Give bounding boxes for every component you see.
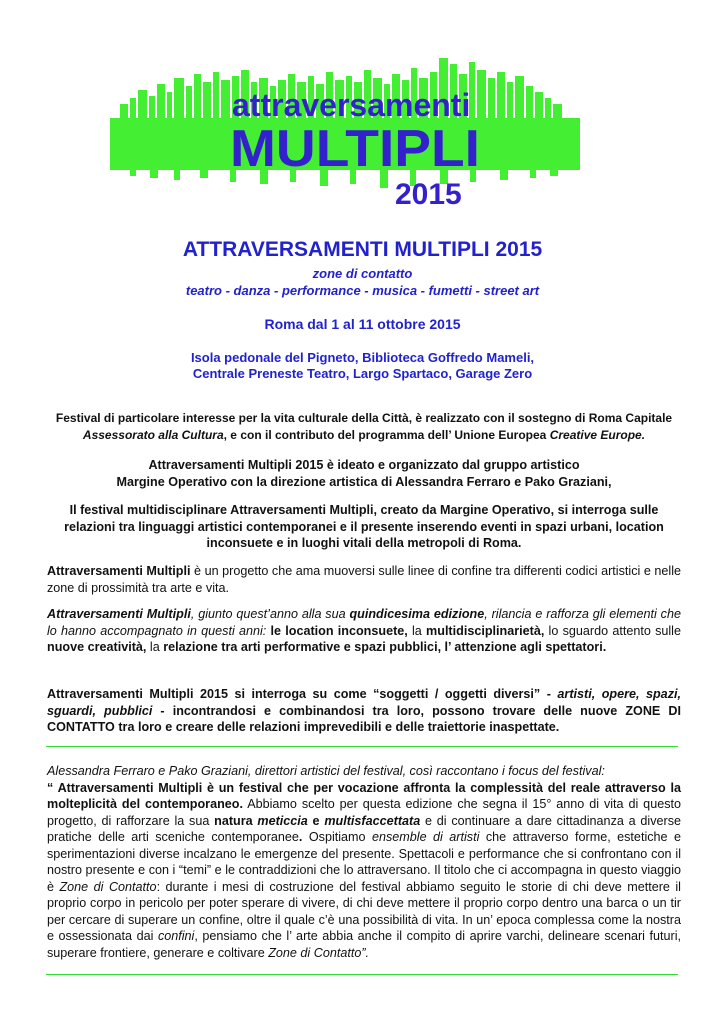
funding-paragraph: Festival di particolare interesse per la vita culturale della Città, è realizzato con il sostegno di Roma Capitale Assessorato alla Cultura, e con il contributo del programma dell’ Unione Europea Creative Europe.	[55, 411, 673, 442]
page-title: ATTRAVERSAMENTI MULTIPLI 2015	[182, 238, 543, 261]
divider-bottom	[46, 974, 678, 975]
festival-dates: Roma dal 1 al 11 ottobre 2015	[264, 316, 461, 332]
venues-line-2: Centrale Preneste Teatro, Largo Spartaco, Garage Zero	[192, 366, 533, 381]
project-paragraph: Attraversamenti Multipli è un progetto che ama muoversi sulle linee di confine tra differenti codici artistici e nelle zone di prossimità tra arte e vita.	[47, 564, 681, 595]
theme-paragraph: Attraversamenti Multipli 2015 si interroga su come “soggetti / oggetti diversi” - artisti, opere, spazi, sguardi, pubblici - incontrandosi e combinandosi tra loro, possono trovare delle nuove ZONE DI CONTATTO tra loro e creare delle relazioni imprevedibili e delle traiettorie inaspettate.	[47, 687, 681, 734]
logo-year: 2015	[395, 178, 462, 211]
logo-word-multipli: MULTIPLI	[230, 120, 480, 178]
subtitle: zone di contatto	[312, 266, 413, 281]
festival-logo	[110, 52, 580, 212]
logo-word-attraversamenti: attraversamenti	[232, 87, 471, 123]
disciplines: teatro - danza - performance - musica - fumetti - street art	[185, 283, 540, 298]
directors-quote: Alessandra Ferraro e Pako Graziani, direttori artistici del festival, così raccontano i focus del festival: “ Attraversamenti Multipli è un festival che per vocazione affronta la complessità del reale attraverso la molteplicità del contemporaneo. Abbiamo scelto per questa edizione che segna il 15° anno di vita di questo progetto, di rafforzare la sua natura meticcia e multisfaccettata e di continuare a dare cittadinanza a diverse pratiche delle arti sceniche contemporanee. Ospitiamo ensemble di artisti che attraverso forme, estetiche e sperimentazioni diverse incalzano le emergenze del presente. Spettacoli e performance che si confrontano con il nostro presente e con i “temi” e le contraddizioni che lo attraversano. Il titolo che ci accompagna in questo viaggio è Zone di Contatto: durante i mesi di costruzione del festival abbiamo seguito le storie di chi deve mettere il proprio corpo in pericolo per poter sperare di vivere, di chi deve mettere il proprio corpo dentro una barca o un tir per cercare di superare un confine, oltre il quale c’è una possibilità di vita. In un’ epoca complessa come la nostra e ossessionata dai confini, pensiamo che l’ arte abbia anche il compito di aprire varchi, delineare scenari futuri, superare frontiere, generare e coltivare Zone di Contatto”.	[47, 764, 682, 960]
organization-paragraph: Attraversamenti Multipli 2015 è ideato e organizzato dal gruppo artistico Margine Operativo con la direzione artistica di Alessandra Ferraro e Pako Graziani,	[116, 458, 612, 489]
venues-line-1: Isola pedonale del Pigneto, Biblioteca Goffredo Mameli,	[190, 350, 535, 365]
edition-paragraph: Attraversamenti Multipli, giunto quest’anno alla sua quindicesima edizione, rilancia e rafforza gli elementi che lo hanno accompagnato in questi anni: le location inconsuete, la multidisciplinarietà, lo sguardo attento sulle nuove creatività, la relazione tra arti performative e spazi pubblici, l’ attenzione agli spettatori.	[47, 607, 681, 654]
festival-description: Il festival multidisciplinare Attraversamenti Multipli, creato da Margine Operativo, si interroga sulle relazioni tra linguaggi artistici contemporanei e il presente inserendo eventi in spazi urbani, location inconsuete e in luoghi vitali della metropoli di Roma.	[64, 503, 664, 550]
divider-top	[46, 746, 678, 747]
